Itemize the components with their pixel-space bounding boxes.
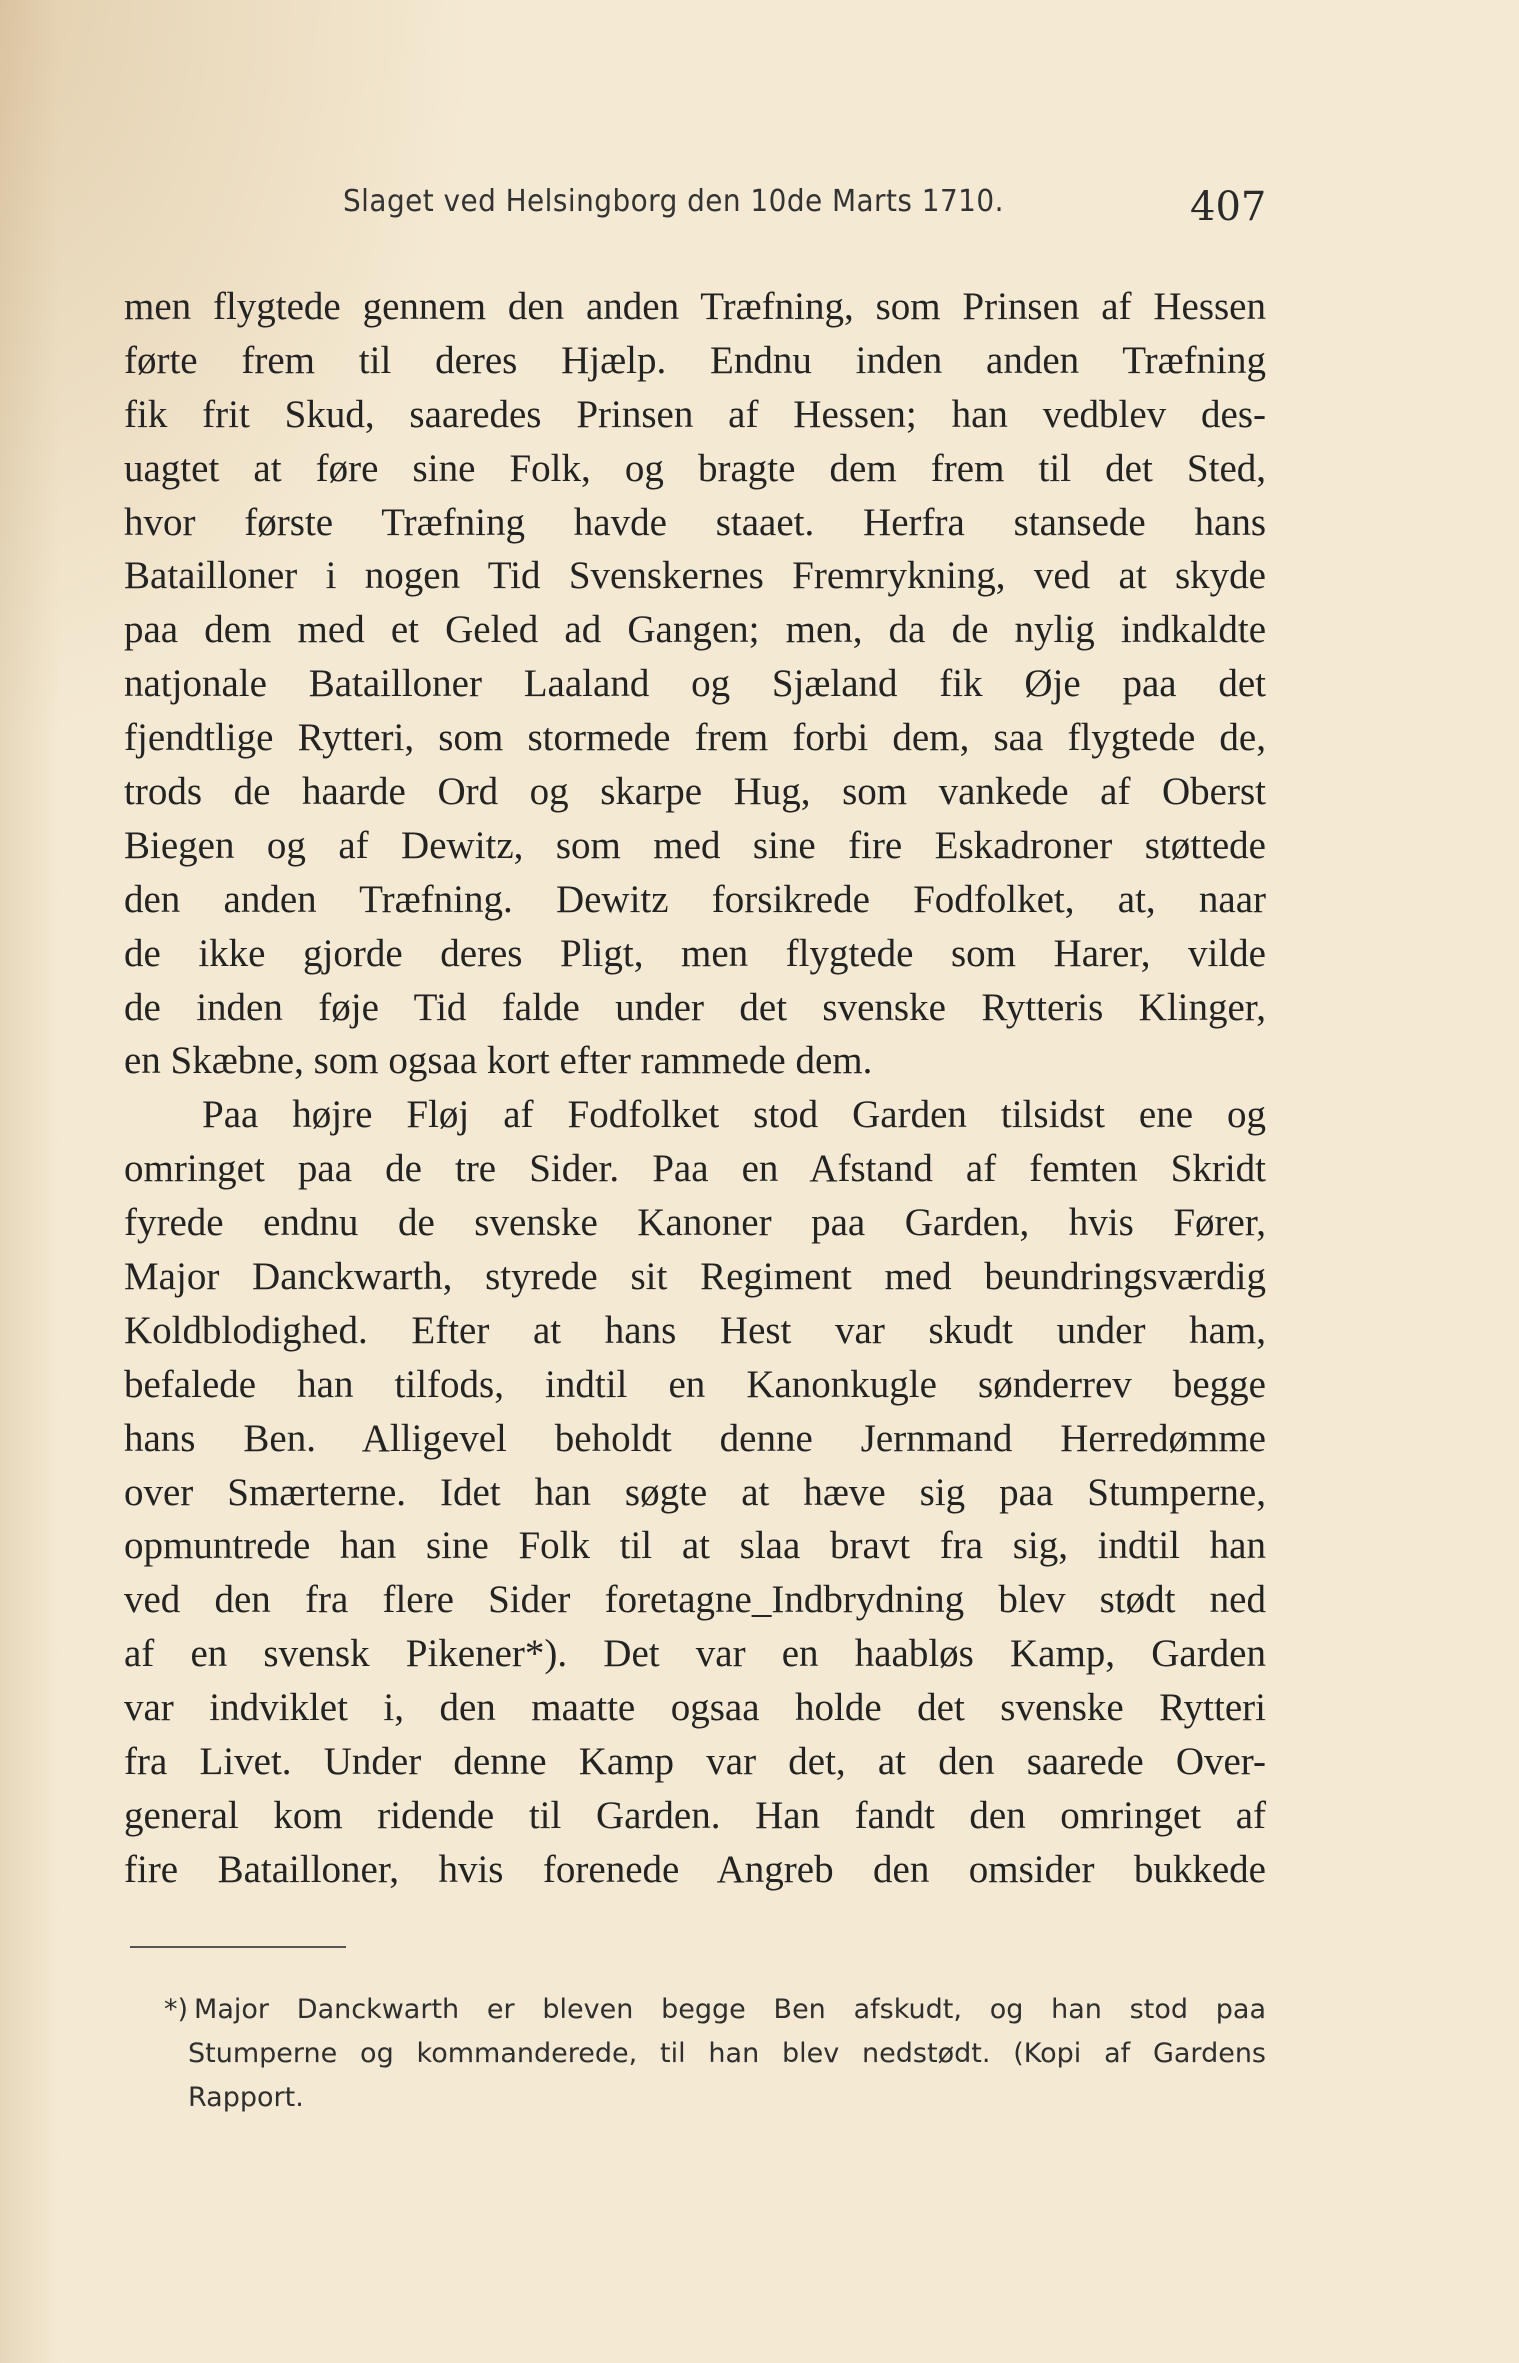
text-line: var indviklet i, den maatte ogsaa holde det svenske Rytteri	[124, 1686, 1266, 1730]
footnote-line	[164, 1988, 1266, 2032]
text-line: Major Danckwarth, styrede sit Regiment med beundringsværdig	[124, 1255, 1266, 1299]
text-line: de inden føje Tid falde under det svenske Rytteris Klinger,	[124, 985, 1266, 1029]
text-line: uagtet at føre sine Folk, og bragte dem frem til det Sted,	[124, 446, 1266, 490]
text-line: fjendtlige Rytteri, som stormede frem forbi dem, saa flygtede de,	[124, 716, 1266, 760]
text-line: Paa højre Fløj af Fodfolket stod Garden tilsidst ene og	[202, 1093, 1266, 1137]
footnote-line: Stumperne og kommanderede, til han blev nedstødt. (Kopi af Gardens	[188, 2038, 1266, 2069]
text-line: ved den fra flere Sider foretagne_Indbrydning blev stødt ned	[124, 1578, 1266, 1622]
text-line: Batailloner i nogen Tid Svenskernes Fremrykning, ved at skyde	[124, 554, 1266, 598]
text-line: hvor første Træfning havde staaet. Herfra stansede hans	[124, 500, 1266, 544]
text-line: Koldblodighed. Efter at hans Hest var skudt under ham,	[124, 1308, 1266, 1352]
text-line: over Smærterne. Idet han søgte at hæve sig paa Stumperne,	[124, 1470, 1266, 1514]
text-line: af en svensk Pikener*). Det var en haabløs Kamp, Garden	[124, 1632, 1266, 1676]
text-line: opmuntrede han sine Folk til at slaa bravt fra sig, indtil han	[124, 1524, 1266, 1568]
text-line: Biegen og af Dewitz, som med sine fire Eskadroner støttede	[124, 823, 1266, 867]
footnote-text: Major Danckwarth er bleven begge Ben afskudt, og han stod paa	[194, 1994, 1266, 2025]
text-line: en Skæbne, som ogsaa kort efter rammede dem.	[124, 1039, 873, 1083]
text-line: fire Batailloner, hvis forenede Angreb den omsider bukkede	[124, 1847, 1266, 1891]
footnote	[164, 1988, 1266, 2120]
text-line: befalede han tilfods, indtil en Kanonkugle sønderrev begge	[124, 1362, 1266, 1406]
text-line: general kom ridende til Garden. Han fandt den omringet af	[124, 1793, 1266, 1837]
text-line: omringet paa de tre Sider. Paa en Afstand af femten Skridt	[124, 1147, 1266, 1191]
footnote-line: Rapport.	[188, 2082, 304, 2113]
text-line: trods de haarde Ord og skarpe Hug, som vankede af Oberst	[124, 770, 1266, 814]
text-line: natjonale Batailloner Laaland og Sjæland fik Øje paa det	[124, 662, 1266, 706]
text-line: de ikke gjorde deres Pligt, men flygtede som Harer, vilde	[124, 931, 1266, 975]
text-line: paa dem med et Geled ad Gangen; men, da de nylig indkaldte	[124, 608, 1266, 652]
text-line: fra Livet. Under denne Kamp var det, at den saarede Over-	[124, 1740, 1266, 1784]
text-line: men flygtede gennem den anden Træfning, som Prinsen af Hessen	[124, 285, 1266, 328]
text-line: fik frit Skud, saaredes Prinsen af Hessen; han vedblev des-	[124, 392, 1266, 436]
page-number: 407	[1190, 184, 1267, 230]
text-line: den anden Træfning. Dewitz forsikrede Fodfolket, at, naar	[124, 877, 1266, 921]
text-line: fyrede endnu de svenske Kanoner paa Garden, hvis Fører,	[124, 1201, 1266, 1245]
text-line: førte frem til deres Hjælp. Endnu inden anden Træfning	[124, 338, 1266, 382]
footnote-marker: *)	[164, 1994, 189, 2025]
text-line: hans Ben. Alligevel beholdt denne Jernmand Herredømme	[124, 1416, 1266, 1460]
footnote-divider	[130, 1946, 346, 1948]
body-text	[124, 280, 1266, 1897]
running-title: Slaget ved Helsingborg den 10de Marts 1710.	[343, 184, 1004, 219]
